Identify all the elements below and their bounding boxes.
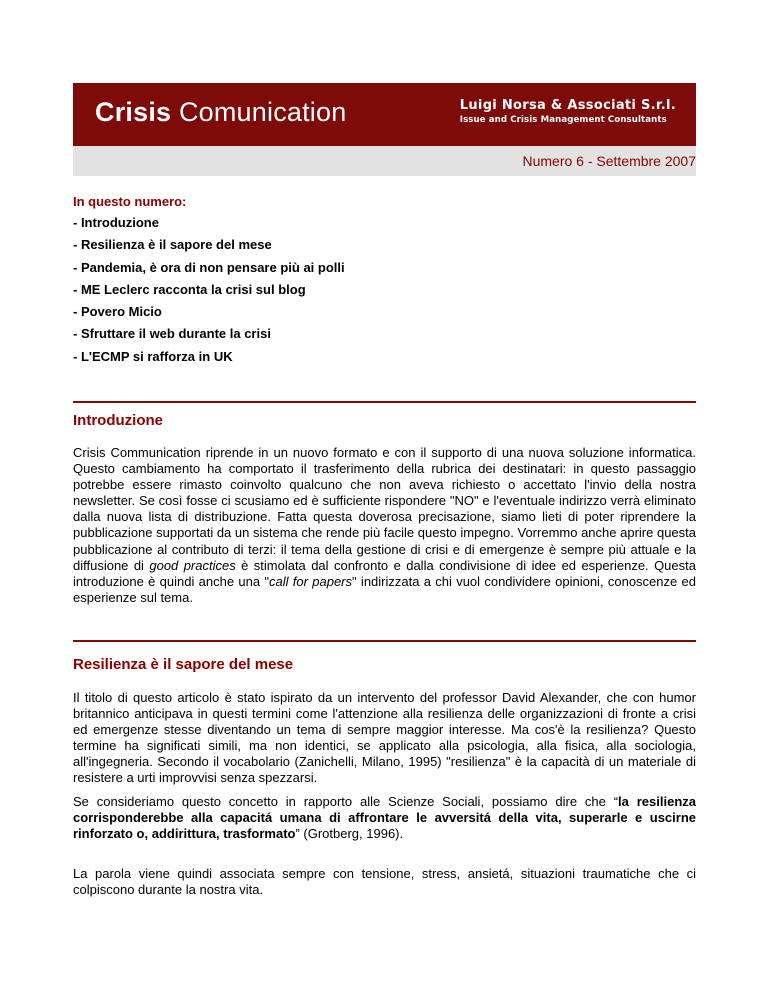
header-banner: [73, 83, 696, 146]
company-tagline: Issue and Crisis Management Consultants: [459, 115, 667, 125]
intro-emphasis-1: good practices: [149, 557, 236, 573]
resilienza-paragraph-1: Il titolo di questo articolo è stato ispirato da un intervento del professor David Alexander, che con humor britannico anticipava in questi termini come l'attenzione alla resilienza delle organizzazioni di fronte a crisi ed emergenze stesse diventando un tema di sempre maggior interesse. Ma cos'è la resilienza? Questo termine ha significati simili, ma non identici, se applicato alla psicologia, alla fisica, alla sociologia, all'ingegneria. Secondo il vocabolario (Zanichelli, Milano, 1995) "resilienza" è la capacità di un materiale di resistere a urti improvvisi senza spezzarsi.: [73, 690, 696, 786]
section-divider: [73, 401, 696, 403]
toc-item[interactable]: - ME Leclerc racconta la crisi sul blog: [73, 281, 306, 297]
section-heading-resilienza: Resilienza è il sapore del mese: [73, 656, 294, 673]
resilienza-paragraph-2: [73, 794, 696, 842]
toc-item[interactable]: - Resilienza è il sapore del mese: [73, 237, 272, 253]
issue-number: Numero 6 - Settembre 2007: [522, 153, 696, 169]
toc-item[interactable]: - Pandemia, è ora di non pensare più ai polli: [73, 259, 345, 275]
resilienza-quote: la resilienza corrisponderebbe alla capacitá umana di affrontare le avversitá della vita, superarle e uscirne rinforzato o, addirittura, trasformato: [73, 794, 696, 842]
intro-emphasis-2: call for papers: [268, 573, 353, 589]
section-heading-introduzione: Introduzione: [73, 412, 163, 429]
resilienza-text-1: Se consideriamo questo concetto in rapporto alle Scienze Sociali, possiamo dire che “: [73, 794, 619, 809]
toc-item[interactable]: - Sfruttare il web durante la crisi: [73, 326, 271, 342]
issue-bar: [73, 146, 696, 176]
intro-text-1: Crisis Communication riprende in un nuovo formato e con il supporto di una nuova soluzione informatica. Questo cambiamento ha comportato il trasferimento della rubrica dei destinatari: in questo passaggio potrebbe essere rimasto coinvolto qualcuno che non aveva richiesto o accettato l'invio della nostra newsletter. Se così fosse ci scusiamo ed è sufficiente rispondere "NO" e l'eventuale indirizzo verrà eliminato dalla nuova lista di distribuzione. Fatta questa doverosa precisazione, siamo lieti di poter riprendere la pubblicazione supportati da un sistema che rende più facile questo impegno. Vorremmo anche aprire questa pubblicazione al contributo di terzi: il tema della gestione di crisi e di emergenze è sempre più attuale e la diffusione di: [73, 445, 696, 573]
company-name: Luigi Norsa & Associati S.r.l.: [459, 98, 676, 113]
title-rest: Comunication: [171, 97, 347, 127]
toc-item[interactable]: - Introduzione: [73, 215, 159, 230]
title-bold: Crisis: [95, 97, 172, 127]
company-logo: [460, 98, 676, 125]
toc-item[interactable]: - Povero Micio: [73, 304, 162, 320]
intro-text-2: è stimolata dal confronto e dalla condivisione di idee ed esperienze. Questa introduzione è quindi anche una ": [73, 557, 696, 589]
intro-text-3: " indirizzata a chi vuol condividere opinioni, conoscenze ed esperienze sul tema.: [73, 573, 696, 605]
table-of-contents: [73, 216, 345, 372]
newsletter-title: [95, 97, 346, 128]
toc-item[interactable]: - L'ECMP si rafforza in UK: [73, 348, 233, 364]
resilienza-paragraph-3: La parola viene quindi associata sempre con tensione, stress, ansietá, situazioni traumatiche che ci colpiscono durante la nostra vita.: [73, 866, 696, 898]
section-divider: [73, 640, 696, 642]
toc-heading: In questo numero:: [73, 194, 187, 209]
intro-paragraph: [73, 445, 696, 606]
resilienza-text-2: ” (Grotberg, 1996).: [295, 826, 404, 842]
